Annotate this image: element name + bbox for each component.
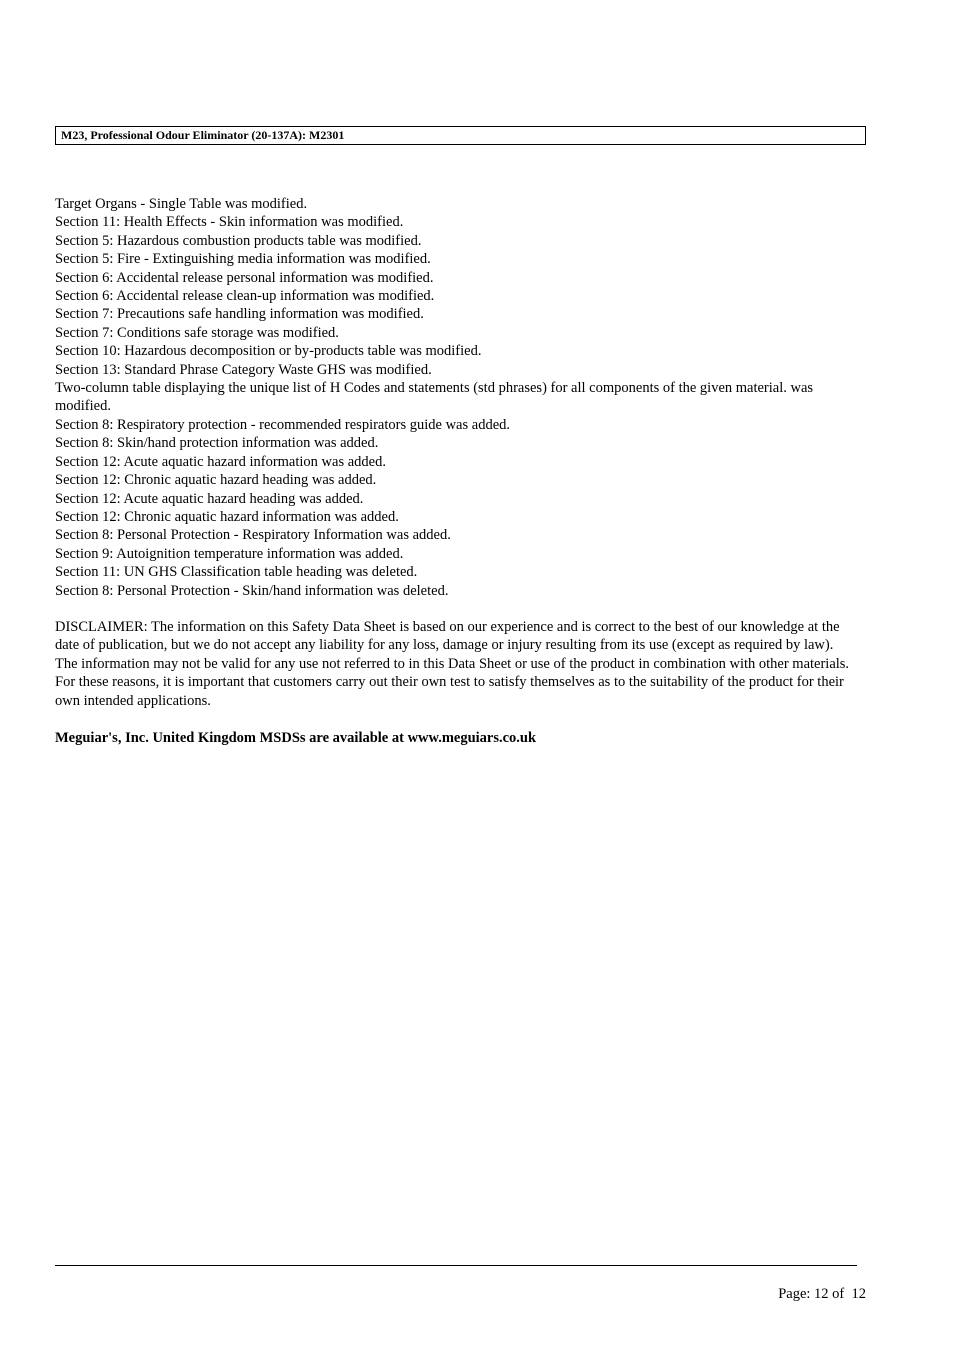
list-item: Two-column table displaying the unique list of H Codes and statements (std phrases) for all components of the given material. was modified. bbox=[55, 380, 814, 415]
list-item: Target Organs - Single Table was modified. bbox=[55, 196, 308, 212]
disclaimer-paragraph: DISCLAIMER: The information on this Safety Data Sheet is based on our experience and is correct to the best of our knowledge at the date of publication, but we do not accept any liability for any loss, damage or injury resulting from its use (except as required by law). The information may not be valid for any use not referred to in this Data Sheet or use of the product in combination with other materials. For these reasons, it is important that customers carry out their own test to satisfy themselves as to the suitability of the product for their own intended applications. bbox=[55, 619, 850, 709]
list-item: Section 12: Chronic aquatic hazard information was added. bbox=[55, 508, 399, 525]
list-item: Section 8: Skin/hand protection information was added. bbox=[55, 435, 379, 452]
msds-availability-note: Meguiar's, Inc. United Kingdom MSDSs are available at www.meguiars.co.uk bbox=[55, 730, 537, 746]
document-header bbox=[55, 126, 866, 145]
list-item: Section 12: Chronic aquatic hazard heading was added. bbox=[55, 472, 377, 489]
list-item: Section 5: Fire - Extinguishing media information was modified. bbox=[55, 251, 431, 268]
list-item: Section 7: Precautions safe handling information was modified. bbox=[55, 306, 424, 323]
list-item: Section 6: Accidental release clean-up information was modified. bbox=[55, 288, 435, 305]
list-item: Section 7: Conditions safe storage was modified. bbox=[55, 324, 339, 341]
list-item: Section 11: Health Effects - Skin information was modified. bbox=[55, 214, 404, 231]
list-item: Section 12: Acute aquatic hazard heading was added. bbox=[55, 490, 364, 507]
page-number: Page: 12 of 12 bbox=[778, 1286, 866, 1302]
list-item: Section 12: Acute aquatic hazard information was added. bbox=[55, 453, 386, 470]
list-item: Section 8: Personal Protection - Skin/hand information was deleted. bbox=[55, 582, 449, 599]
revision-changes-list bbox=[55, 195, 855, 600]
list-item: Section 9: Autoignition temperature information was added. bbox=[55, 545, 404, 562]
list-item: Section 8: Personal Protection - Respiratory Information was added. bbox=[55, 527, 451, 544]
footer-divider bbox=[55, 1265, 857, 1266]
list-item: Section 11: UN GHS Classification table heading was deleted. bbox=[55, 564, 418, 581]
list-item: Section 8: Respiratory protection - recommended respirators guide was added. bbox=[55, 416, 511, 433]
product-title: M23, Professional Odour Eliminator (20-137A): M2301 bbox=[61, 128, 345, 142]
list-item: Section 5: Hazardous combustion products table was modified. bbox=[55, 232, 422, 249]
list-item: Section 13: Standard Phrase Category Waste GHS was modified. bbox=[55, 361, 432, 378]
list-item: Section 6: Accidental release personal information was modified. bbox=[55, 269, 434, 286]
list-item: Section 10: Hazardous decomposition or by-products table was modified. bbox=[55, 343, 482, 360]
